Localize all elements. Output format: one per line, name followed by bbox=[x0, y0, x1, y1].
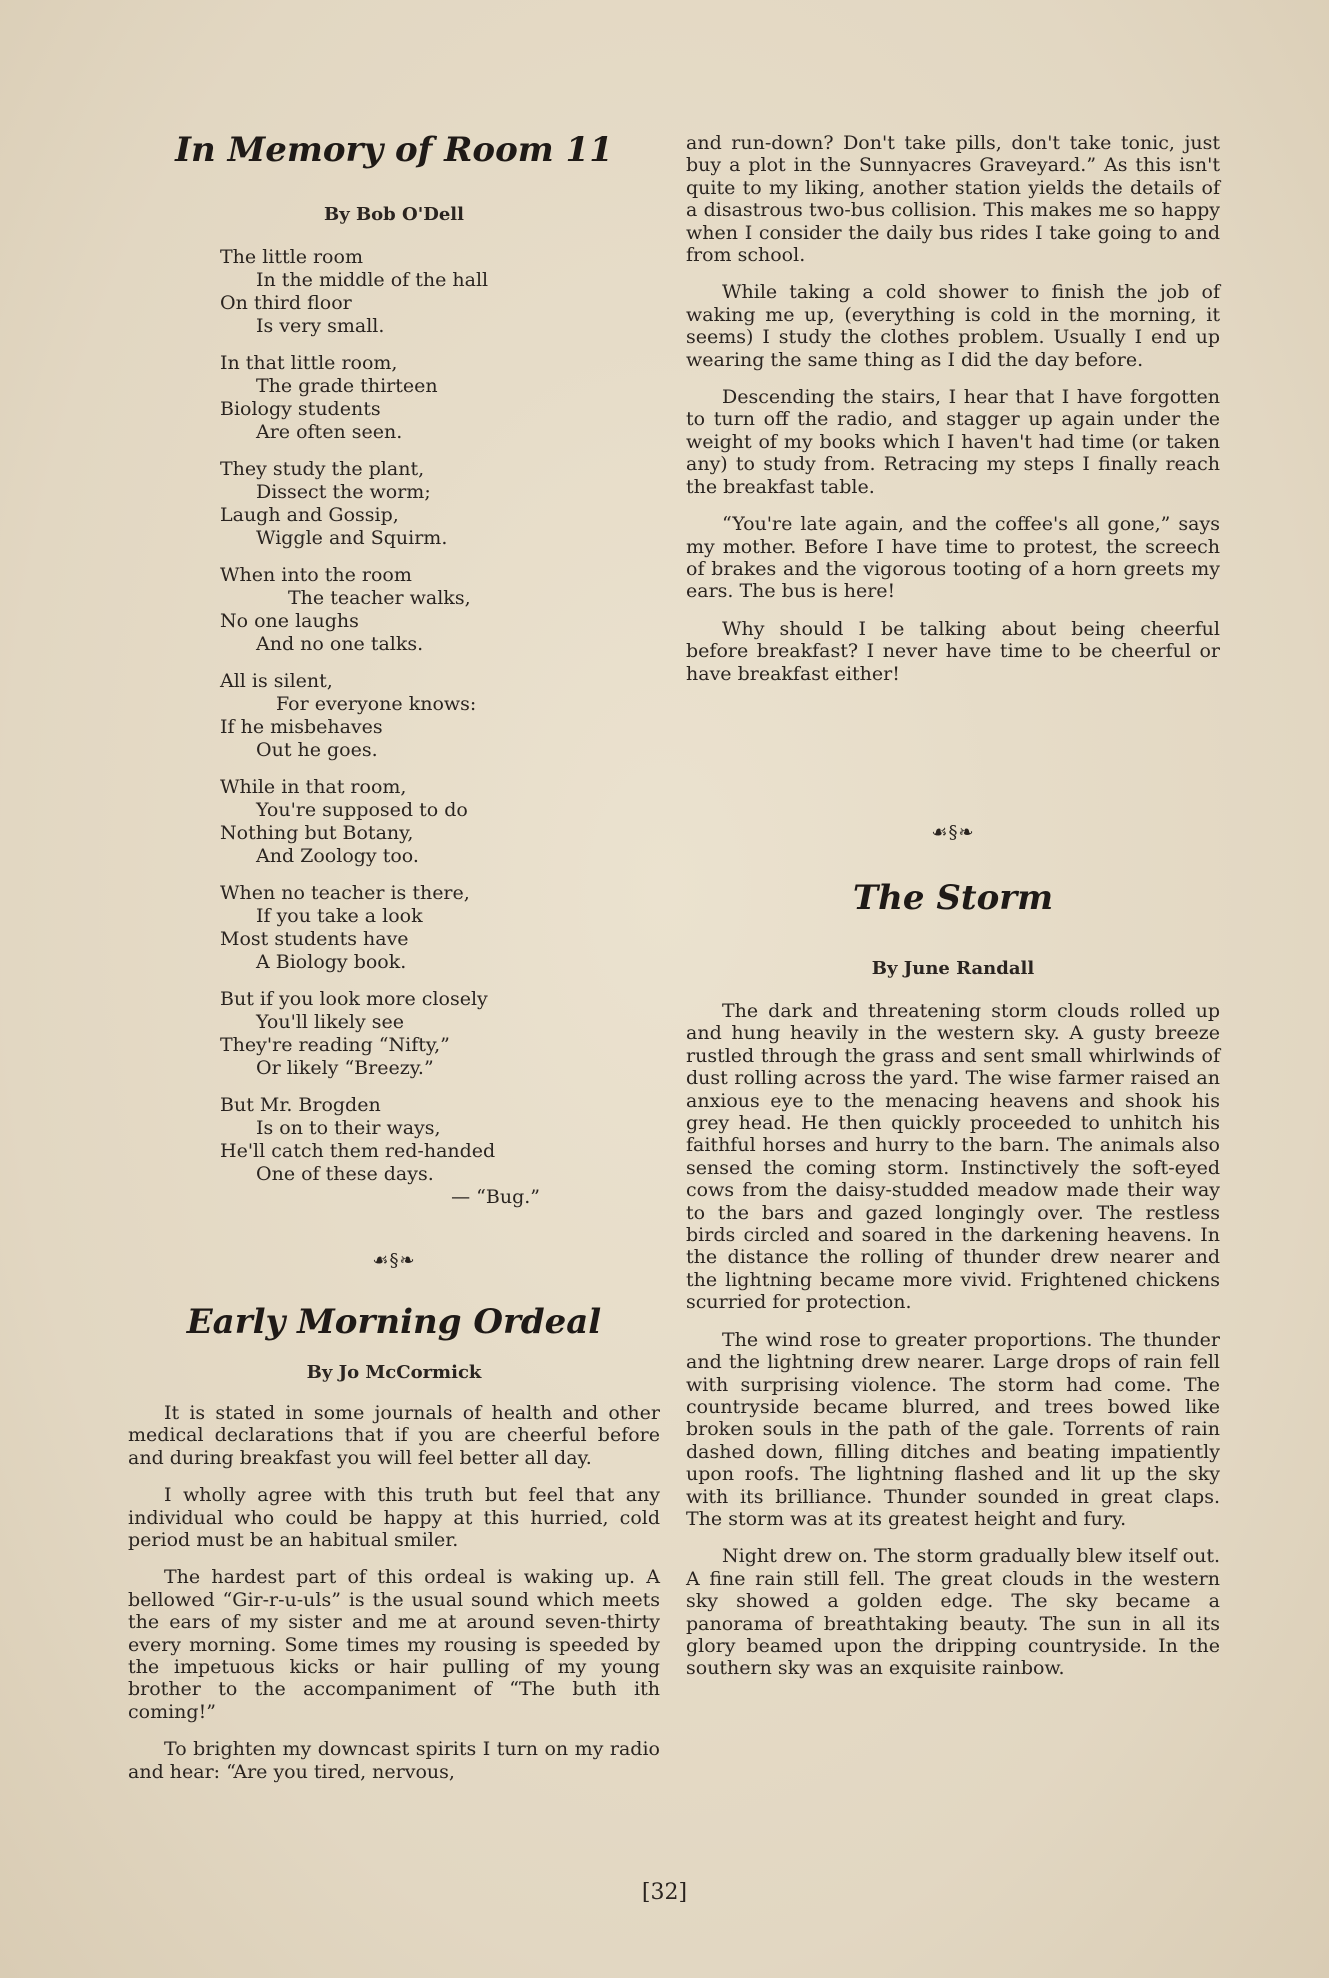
poem-line: Nothing but Botany, bbox=[220, 822, 414, 844]
poem-line: If he misbehaves bbox=[220, 716, 383, 738]
storm-body bbox=[686, 1000, 1220, 1680]
poem-line: But Mr. Brogden bbox=[220, 1094, 381, 1116]
poem-line: They study the plant, bbox=[220, 458, 425, 480]
paragraph: Descending the stairs, I hear that I have forgotten to turn off the radio, and stagger up again under the weight of my books which I haven't had time (or taken any) to study from. Retracing my steps I finally reach the breakfast table. bbox=[686, 386, 1220, 498]
poem-line: While in that room, bbox=[220, 776, 407, 798]
paragraph: The hardest part of this ordeal is waking up. A bellowed “Gir-r-u-uls” is the usual sound which meets the ears of my sister and me at around seven-thirty every morning. Some times my rousing is speeded by the impetuous kicks or hair pulling of my young brother to the accompaniment of “The buth ith coming!” bbox=[128, 1566, 660, 1723]
paragraph: While taking a cold shower to finish the job of waking me up, (everything is cold in the morning, it seems) I study the clothes problem. Usually I end up wearing the same thing as I did the day before. bbox=[686, 281, 1220, 371]
paragraph: I wholly agree with this truth but feel that any individual who could be happy at this hurried, cold period must be an habitual smiler. bbox=[128, 1484, 660, 1552]
poem-line: He'll catch them red-handed bbox=[220, 1140, 496, 1162]
poem-line: Out he goes. bbox=[256, 739, 378, 761]
poem-line: You'll likely see bbox=[256, 1011, 404, 1033]
ornament-divider: ☙§❧ bbox=[372, 1250, 416, 1271]
paragraph: “You're late again, and the coffee's all gone,” says my mother. Before I have time to protest, the screech of brakes and the vigorous tooting of a horn greets my ears. The bus is here! bbox=[686, 513, 1220, 603]
paragraph: The wind rose to greater proportions. The thunder and the lightning drew nearer. Large drops of rain fell with surprising violence. The storm had come. The countryside became blurred, and trees bowed like broken souls in the path of the gale. Torrents of rain dashed down, filling ditches and beating impatiently upon roofs. The lightning flashed and lit up the sky with its brilliance. Thunder sounded in great claps. The storm was at its greatest height and fury. bbox=[686, 1328, 1220, 1530]
poem-stanza bbox=[220, 246, 640, 338]
poem-stanza bbox=[220, 670, 640, 762]
storm-title: The Storm bbox=[852, 878, 1054, 918]
poem-line: When into the room bbox=[220, 564, 412, 586]
ordeal-body-left bbox=[128, 1402, 660, 1783]
poem-line: The grade thirteen bbox=[256, 375, 438, 397]
poem-line: They're reading “Nifty,” bbox=[220, 1034, 450, 1056]
poem-line: Wiggle and Squirm. bbox=[256, 527, 448, 549]
poem-line: Or likely “Breezy.” bbox=[256, 1057, 434, 1079]
poem-line: And no one talks. bbox=[256, 633, 424, 655]
poem-line: On third floor bbox=[220, 292, 352, 314]
poem-stanza bbox=[220, 1094, 640, 1209]
poem-line: Are often seen. bbox=[256, 421, 403, 443]
poem-line: In the middle of the hall bbox=[256, 269, 489, 291]
poem-line: No one laughs bbox=[220, 610, 359, 632]
poem-line: You're supposed to do bbox=[256, 799, 468, 821]
poem-line: Laugh and Gossip, bbox=[220, 504, 399, 526]
poem-line: Biology students bbox=[220, 398, 381, 420]
paragraph: To brighten my downcast spirits I turn on my radio and hear: “Are you tired, nervous, bbox=[128, 1738, 660, 1783]
poem-line: Most students have bbox=[220, 928, 409, 950]
poem-signoff: — “Bug.” bbox=[451, 1186, 540, 1208]
room11-poem bbox=[220, 246, 640, 1209]
paragraph: and run-down? Don't take pills, don't take tonic, just buy a plot in the Sunnyacres Graveyard.” As this isn't quite to my liking, another station yields the details of a disastrous two-bus collision. This makes me so happy when I consider the daily bus rides I take going to and from school. bbox=[686, 132, 1220, 267]
poem-line: Dissect the worm; bbox=[256, 481, 431, 503]
poem-line: The little room bbox=[220, 246, 363, 268]
page-number: [32] bbox=[641, 1880, 688, 1905]
poem-line: A Biology book. bbox=[256, 951, 407, 973]
paragraph: Why should I be talking about being cheerful before breakfast? I never have time to be cheerful or have breakfast either! bbox=[686, 617, 1220, 685]
poem-stanza bbox=[220, 776, 640, 868]
poem-stanza bbox=[220, 352, 640, 444]
room11-byline: By Bob O'Dell bbox=[324, 204, 464, 225]
ordeal-byline: By Jo McCormick bbox=[306, 1362, 482, 1383]
ordeal-body-right bbox=[686, 132, 1220, 700]
paragraph: It is stated in some journals of health and other medical declarations that if you are cheerful before and during breakfast you will feel better all day. bbox=[128, 1402, 660, 1469]
poem-line: One of these days. bbox=[256, 1163, 434, 1185]
poem-line: In that little room, bbox=[220, 352, 398, 374]
paragraph: The dark and threatening storm clouds rolled up and hung heavily in the western sky. A gusty breeze rustled through the grass and sent small whirlwinds of dust rolling across the yard. The wise farmer raised an anxious eye to the menacing heavens and shook his grey head. He then quickly proceeded to unhitch his faithful horses and hurry to the barn. The animals also sensed the coming storm. Instinctively the soft-eyed cows from the daisy-studded meadow made their way to the bars and gazed longingly over. The restless birds circled and soared in the darkening heavens. In the distance the rolling of thunder drew nearer and the lightning became more vivid. Frightened chickens scurried for protection. bbox=[686, 1000, 1220, 1314]
ordeal-title: Early Morning Ordeal bbox=[186, 1302, 602, 1342]
storm-byline: By June Randall bbox=[871, 958, 1035, 979]
poem-line: For everyone knows: bbox=[276, 693, 477, 715]
poem-stanza bbox=[220, 458, 640, 550]
poem-line: The teacher walks, bbox=[288, 587, 471, 609]
poem-line: But if you look more closely bbox=[220, 988, 488, 1010]
poem-line: All is silent, bbox=[220, 670, 333, 692]
poem-stanza bbox=[220, 882, 640, 974]
poem-line: Is very small. bbox=[256, 315, 385, 337]
room11-title: In Memory of Room 11 bbox=[175, 130, 613, 170]
ornament-divider: ☙§❧ bbox=[931, 822, 975, 843]
poem-line: When no teacher is there, bbox=[220, 882, 470, 904]
poem-line: Is on to their ways, bbox=[256, 1117, 441, 1139]
poem-stanza bbox=[220, 988, 640, 1080]
paragraph: Night drew on. The storm gradually blew itself out. A fine rain still fell. The great clouds in the western sky showed a golden edge. The sky became a panorama of breathtaking beauty. The sun in all its glory beamed upon the dripping countryside. In the southern sky was an exquisite rainbow. bbox=[686, 1545, 1220, 1680]
poem-line: And Zoology too. bbox=[256, 845, 419, 867]
poem-line: If you take a look bbox=[256, 905, 423, 927]
poem-stanza bbox=[220, 564, 640, 656]
